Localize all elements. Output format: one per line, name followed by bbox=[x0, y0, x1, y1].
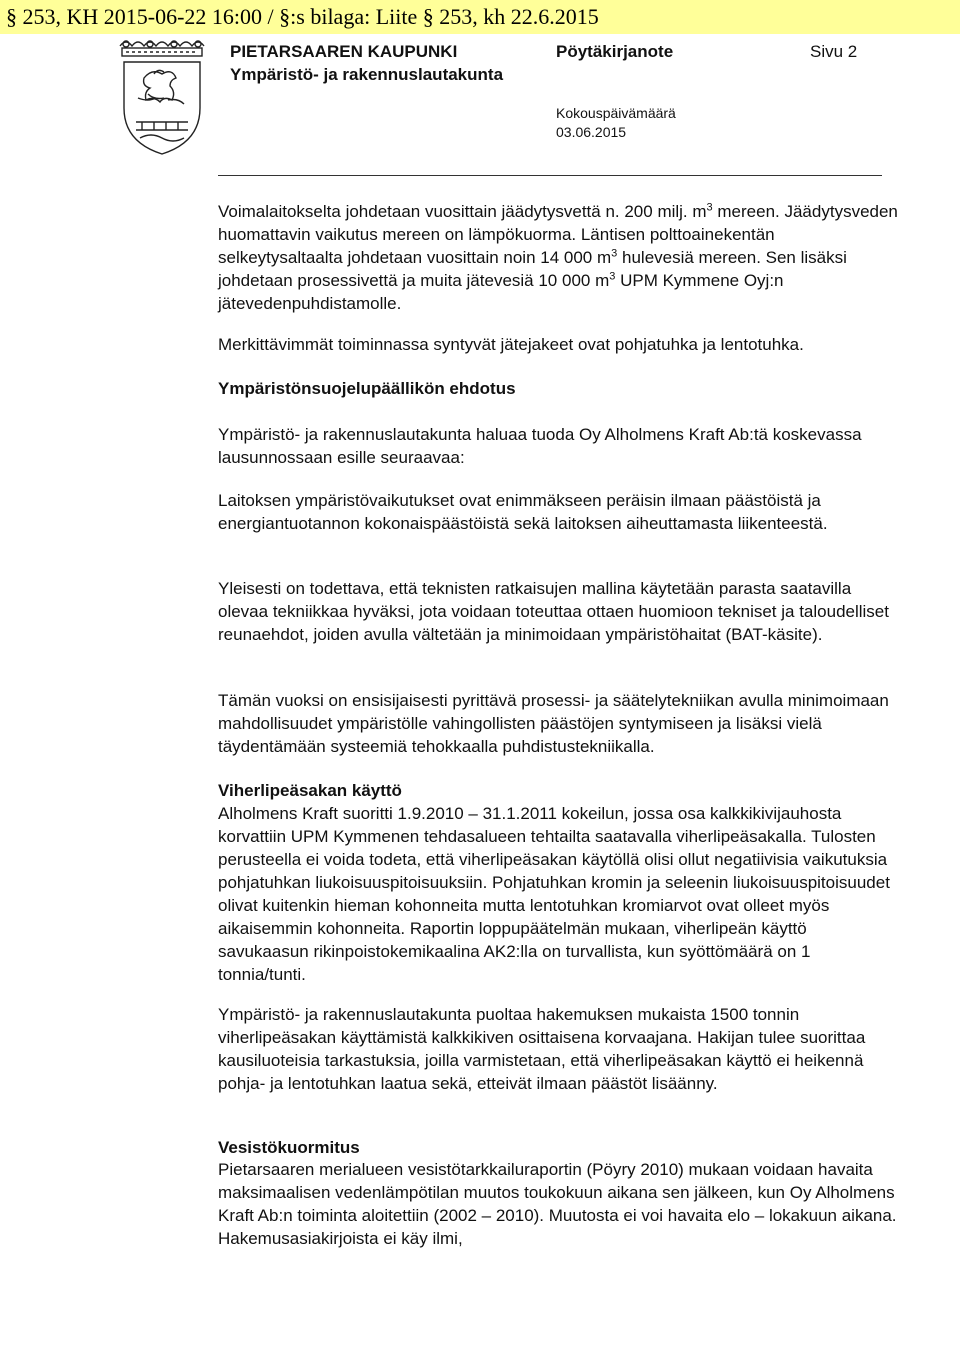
board-name: Ympäristö- ja rakennuslautakunta bbox=[230, 65, 504, 84]
meeting-date: 03.06.2015 bbox=[556, 124, 627, 140]
text-fragment: hulevesiä mereen. Sen lisäksi johdetaan prosessivettä ja muita jätevesiä 10 000 m bbox=[218, 248, 847, 290]
text-fragment: UPM Kymmene Oyj:n jätevedenpuhdistamolle. bbox=[218, 271, 784, 313]
paragraph-waste: Merkittävimmät toiminnassa syntyvät jätejakeet ovat pohjatuhka ja lentotuhka. bbox=[218, 335, 804, 354]
paragraph-discharge bbox=[218, 200, 898, 315]
text-fragment: mereen. Jäädytysveden huomattavin vaikutus mereen on lämpökuorma. Läntisen polttoainekentän selkeytysaltaalta johdetaan vuosittain noin 14 000 m bbox=[218, 202, 898, 267]
organization-name: PIETARSAAREN KAUPUNKI bbox=[230, 42, 458, 61]
page-number: Sivu 2 bbox=[810, 42, 858, 61]
superscript: 3 bbox=[609, 270, 616, 283]
document-type: Pöytäkirjanote bbox=[556, 42, 674, 61]
paragraph-water-monitoring: Pietarsaaren merialueen vesistötarkkailuraportin (Pöyry 2010) mukaan voidaan havaita maksimaalisen vedenlämpötilan muutos toukokuun aikana sen jälkeen, kun Oy Alholmens Kraft Ab:n toiminta aloitettiin (2002 – 2010). Muutosta ei voi havaita elo – lokakuun aikana. Hakemusasiakirjoista ei käy ilmi, bbox=[218, 1160, 897, 1248]
city-crest-logo bbox=[114, 38, 210, 156]
superscript: 3 bbox=[611, 247, 618, 260]
text-fragment: Voimalaitokselta johdetaan vuosittain jäädytysvettä n. 200 milj. m bbox=[218, 202, 707, 221]
heading-proposal: Ympäristönsuojelupäällikön ehdotus bbox=[218, 379, 516, 398]
meeting-date-label: Kokouspäivämäärä bbox=[556, 105, 676, 121]
paragraph-board-support: Ympäristö- ja rakennuslautakunta puoltaa hakemuksen mukaista 1500 tonnin viherlipeäsakan käyttämistä kalkkikiven osittaisena korvaajana. Hakijan tulee suorittaa kausiluoteisia tarkastuksia, joilla varmistetaan, että viherlipeäsakan käyttö ei heikennä pohja- ja lentotuhkan laatua sekä, etteivät ilmaan päästöt lisäänny. bbox=[218, 1005, 866, 1093]
paragraph-process: Tämän vuoksi on ensisijaisesti pyrittävä prosessi- ja säätelytekniikan avulla minimoimaan mahdollisuudet ympäristölle vahingollisten päästöjen syntymiseen ja lisäksi vielä täydentämään systeemiä tehokkaalla puhdistustekniikalla. bbox=[218, 691, 889, 756]
heading-green-liquor: Viherlipeäsakan käyttö bbox=[218, 781, 402, 800]
heading-water-load: Vesistökuormitus bbox=[218, 1138, 360, 1157]
header-divider bbox=[218, 175, 882, 176]
paragraph-statement-intro: Ympäristö- ja rakennuslautakunta haluaa tuoda Oy Alholmens Kraft Ab:tä koskevassa lausunnossaan esille seuraavaa: bbox=[218, 425, 862, 467]
paragraph-green-liquor-trial: Alholmens Kraft suoritti 1.9.2010 – 31.1.2011 kokeilun, jossa osa kalkkikivijauhosta korvattiin UPM Kymmenen tehdasalueen tehtailta saatavalla viherlipeäsakalla. Tulosten perusteella ei voida todeta, että viherlipeäsakan käytöllä olisi ollut negatiivisia vaikutuksia pohjatuhkan liukoisuuspitoisuuksiin. Pohjatuhkan kromin ja seleenin liukoisuuspitoisuudet olivat kuitenkin hieman kohonneita mutta lentotuhkan kromiarvot ovat olleet myös aikaisemmin kohonneita. Raportin loppupäätelmän mukaan, viherlipeän käyttö savukaasun rikinpoistokemikaalina AK2:lla on turvallista, kun syöttömäärä on 1 tonnia/tunti. bbox=[218, 804, 890, 984]
superscript: 3 bbox=[706, 201, 713, 214]
paragraph-impacts: Laitoksen ympäristövaikutukset ovat enimmäkseen peräisin ilmaan päästöistä ja energiantuotannon kokonaispäästöistä sekä laitoksen aiheuttamasta liikenteestä. bbox=[218, 491, 828, 533]
attachment-banner: § 253, KH 2015-06-22 16:00 / §:s bilaga: Liite § 253, kh 22.6.2015 bbox=[0, 0, 960, 34]
paragraph-bat: Yleisesti on todettava, että teknisten ratkaisujen mallina käytetään parasta saatavilla olevaa tekniikkaa hyväksi, jota voidaan toteuttaa ottaen huomioon tekniset ja taloudelliset reunaehdot, joiden avulla vältetään ja minimoidaan ympäristöhaitat (BAT-käsite). bbox=[218, 579, 889, 644]
